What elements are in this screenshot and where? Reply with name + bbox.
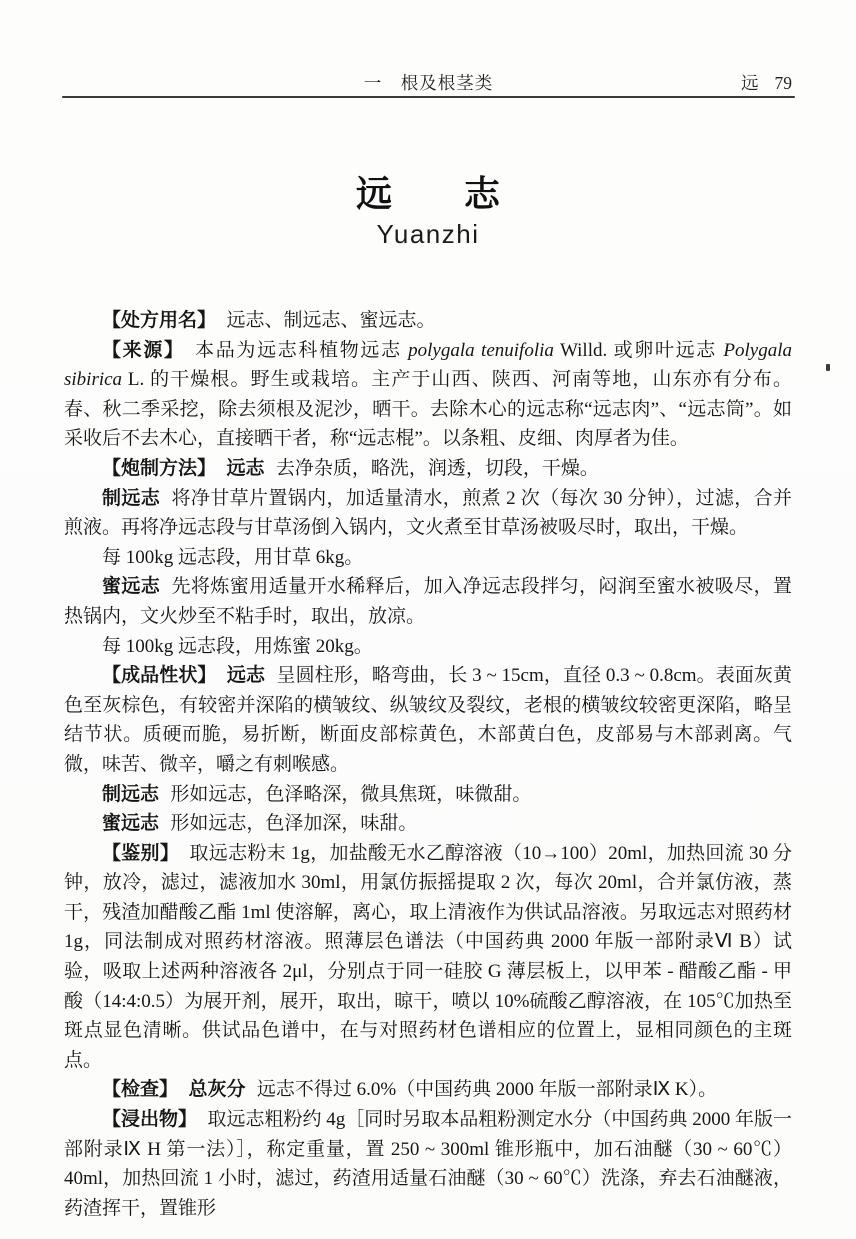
- page-number: 79: [774, 73, 792, 93]
- text-segment: 远志不得过 6.0%（中国药典 2000 年版一部附录Ⅸ K）。: [256, 1079, 718, 1101]
- paragraph: [64, 484, 792, 543]
- section-label: 【来源】: [102, 339, 185, 361]
- text-segment: 去净杂质，略洗，润透，切段，干燥。: [275, 457, 599, 479]
- text-segment: 远志: [226, 665, 266, 687]
- section-label: 【炮制方法】: [102, 457, 217, 479]
- paragraph: [64, 1105, 792, 1223]
- drug-title-pinyin: Yuanzhi: [376, 219, 480, 249]
- text-segment: 本品为远志科植物远志: [195, 339, 409, 361]
- section-label: 【处方用名】: [102, 310, 217, 331]
- paragraph: [64, 839, 792, 1076]
- text-segment: 形如远志，色泽略深，微具焦斑，味微甜。: [170, 783, 532, 805]
- paragraph: [64, 632, 792, 662]
- section-label: 【浸出物】: [102, 1109, 198, 1131]
- text-segment: L. 的干燥根。野生或栽培。主产于山西、陕西、河南等地，山东亦有分布。春、秋二季采挖，除去须根及泥沙，晒干。去除木心的远志称“远志肉”、“远志筒”。如采收后不去木心，直接晒干者，称“远志棍”。以条粗、皮细、肉厚者为佳。: [64, 369, 792, 450]
- text-segment: 制远志: [102, 783, 160, 805]
- text-segment: 制远志: [102, 487, 161, 509]
- text-segment: 取远志粗粉约 4g［同时另取本品粗粉测定水分（中国药典 2000 年版一部附录Ⅸ H 第一法）］，称定重量，置 250 ~ 300ml 锥形瓶中，加石油醚（30 ~ 60℃）40ml，加热回流 1 小时，滤过，药渣用适量石油醚（30 ~ 60℃）洗涤，弃去石油醚液，药渣挥干，置锥形: [64, 1109, 792, 1219]
- text-segment: 蜜远志: [102, 576, 161, 598]
- text-segment: polygala tenuifolia: [408, 339, 554, 361]
- paragraph: [64, 1075, 792, 1105]
- text-segment: 远志、制远志、蜜远志。: [226, 310, 436, 331]
- paragraph: [64, 454, 792, 484]
- section-label: 【成品性状】: [102, 665, 217, 687]
- header-divider: [62, 96, 795, 98]
- text-segment: Polygala sibirica: [64, 339, 792, 391]
- document-body: [64, 306, 792, 1223]
- text-segment: Willd. 或卵叶远志: [553, 339, 724, 361]
- page-ref: [741, 70, 792, 95]
- scan-speck: [826, 364, 830, 371]
- text-segment: 蜜远志: [102, 813, 160, 835]
- paragraph: [64, 661, 792, 779]
- section-marker: 远: [741, 73, 759, 93]
- section-label: 【鉴别】: [102, 842, 180, 864]
- text-segment: 先将炼蜜用适量开水稀释后，加入净远志段拌匀，闷润至蜜水被吸尽，置热锅内，文火炒至不粘手时，取出，放凉。: [64, 576, 792, 627]
- text-segment: 远志: [226, 457, 265, 479]
- paragraph: [64, 306, 792, 336]
- running-head: [63, 70, 794, 94]
- section-label: 【检查】: [102, 1079, 179, 1101]
- chapter-title: 一 根及根茎类: [363, 73, 494, 93]
- text-segment: 呈圆柱形，略弯曲，长 3 ~ 15cm，直径 0.3 ~ 0.8cm。表面灰黄色至灰棕色，有较密并深陷的横皱纹、纵皱纹及裂纹，老根的横皱纹较密更深陷，略呈结节状。质硬而脆，易折断，断面皮部棕黄色，木部黄白色，皮部易与木部剥离。气微，味苦、微辛，嚼之有刺喉感。: [64, 665, 792, 775]
- text-segment: 取远志粉末 1g，加盐酸无水乙醇溶液（10→100）20ml，加热回流 30 分钟，放冷，滤过，滤液加水 30ml，用氯仿振摇提取 2 次，每次 20ml，合并氯仿液，蒸干，残渣加醋酸乙酯 1ml 使溶解，离心，取上清液作为供试品溶液。另取远志对照药材 1g，同法制成对照药材溶液。照薄层色谱法（中国药典 2000 年版一部附录Ⅵ B）试验，吸取上述两种溶液各 2μl，分别点于同一硅胶 G 薄层板上，以甲苯 - 醋酸乙酯 - 甲酸（14:4:0.5）为展开剂，展开，取出，晾干，喷以 10%硫酸乙醇溶液，在 105℃加热至斑点显色清晰。供试品色谱中，在与对照药材色谱相应的位置上，显相同颜色的主斑点。: [64, 842, 792, 1071]
- drug-title-chinese: 远 志: [355, 173, 500, 214]
- text-segment: 每 100kg 远志段，用甘草 6kg。: [102, 546, 364, 568]
- text-segment: 每 100kg 远志段，用炼蜜 20kg。: [102, 635, 373, 657]
- paragraph: [64, 780, 792, 810]
- paragraph: [64, 572, 792, 631]
- paragraph: [64, 543, 792, 573]
- text-segment: 将净甘草片置锅内，加适量清水，煎煮 2 次（每次 30 分钟），过滤，合并煎液。再将净远志段与甘草汤倒入锅内，文火煮至甘草汤被吸尽时，取出，干燥。: [64, 487, 792, 539]
- paragraph: [64, 809, 792, 839]
- text-segment: 形如远志，色泽加深，味甜。: [170, 813, 418, 835]
- paragraph: [64, 336, 792, 454]
- text-segment: 总灰分: [188, 1079, 246, 1101]
